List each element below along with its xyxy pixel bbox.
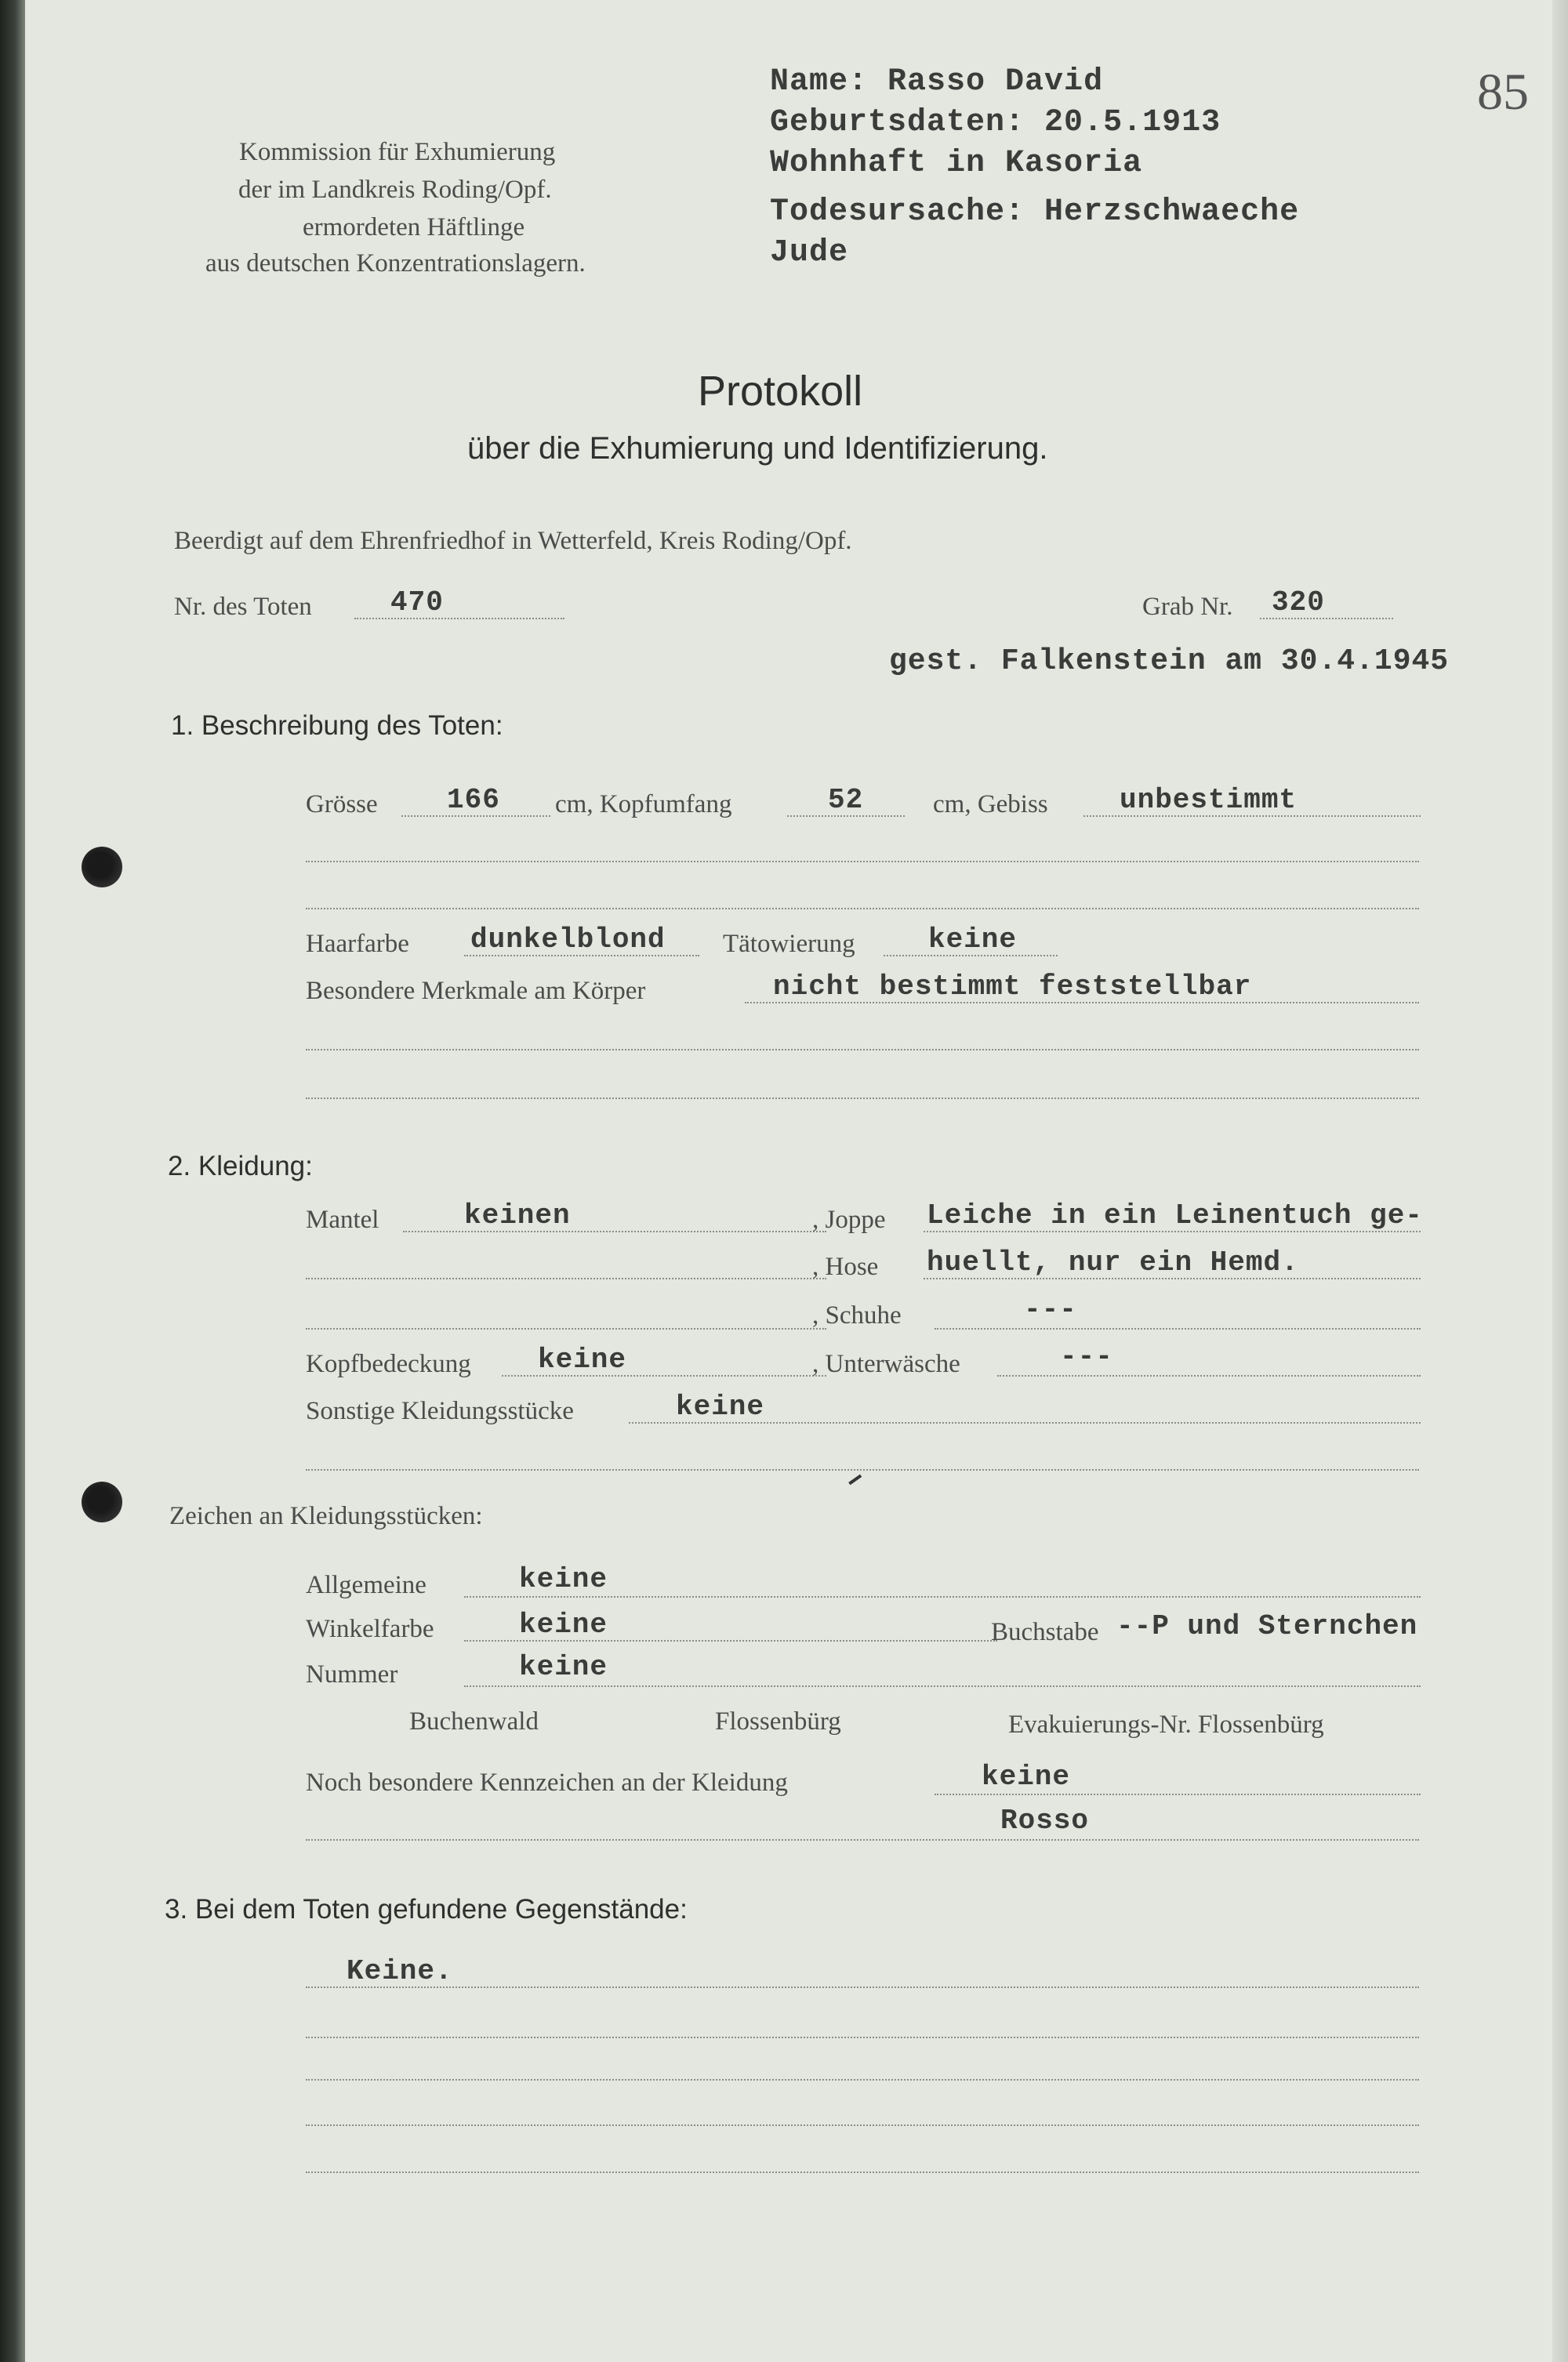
page-number: 85 — [1477, 63, 1529, 121]
document-page — [25, 0, 1568, 2362]
winkelfarbe-label: Winkelfarbe — [306, 1615, 434, 1643]
mantel-label: Mantel — [306, 1206, 379, 1234]
section-2-heading: 2. Kleidung: — [168, 1151, 313, 1181]
camp-flossenbuerg: Flossenbürg — [715, 1707, 841, 1736]
section-1-heading: 1. Beschreibung des Toten: — [171, 710, 503, 741]
taetowierung-value: keine — [928, 923, 1018, 956]
sonstige-value: keine — [676, 1391, 765, 1423]
dead-no-label: Nr. des Toten — [174, 593, 312, 621]
dead-no-value: 470 — [390, 586, 444, 619]
winkelfarbe-value: keine — [519, 1609, 608, 1641]
person-religion: Jude — [770, 235, 849, 270]
commission-line-4: aus deutschen Konzentrationslagern. — [205, 249, 586, 278]
commission-line-2: der im Landkreis Roding/Opf. — [238, 176, 552, 204]
grave-value: 320 — [1272, 586, 1325, 619]
kopfbedeckung-label: Kopfbedeckung — [306, 1350, 471, 1378]
person-residence: Wohnhaft in Kasoria — [770, 146, 1143, 181]
section-3-value: Keine. — [347, 1955, 453, 1987]
blank-line — [306, 861, 1419, 862]
document-subtitle: über die Exhumierung und Identifizierung. — [467, 431, 1048, 466]
allgemeine-line — [464, 1596, 1421, 1598]
schuhe-value: --- — [1024, 1293, 1077, 1326]
mantel-value: keinen — [464, 1199, 571, 1232]
person-name: Name: Rasso David — [770, 64, 1104, 100]
page-edge-left — [0, 0, 25, 2362]
blank-line — [306, 1986, 1419, 1988]
sonstige-label: Sonstige Kleidungsstücke — [306, 1397, 574, 1425]
groesse-label: Grösse — [306, 790, 378, 818]
dead-no-line — [354, 618, 564, 619]
blank-line — [306, 1469, 1419, 1471]
blank-line — [306, 1839, 1419, 1841]
schuhe-line — [935, 1328, 1421, 1330]
punch-hole — [82, 847, 122, 887]
noch-line — [935, 1794, 1421, 1795]
noch-value-1: keine — [982, 1761, 1071, 1793]
person-birth: Geburtsdaten: 20.5.1913 — [770, 105, 1221, 140]
page-edge-right — [1552, 0, 1568, 2362]
check-mark — [846, 1471, 862, 1486]
allgemeine-value: keine — [519, 1563, 608, 1595]
schuhe-label: , Schuhe — [812, 1301, 902, 1330]
person-cause: Todesursache: Herzschwaeche — [770, 194, 1300, 230]
buchstabe-value: --P und Sternchen — [1116, 1610, 1418, 1642]
hose-value: huellt, nur ein Hemd. — [927, 1246, 1299, 1279]
blank-line — [306, 1328, 826, 1330]
blank-line — [306, 2079, 1419, 2081]
joppe-value: Leiche in ein Leinentuch ge- — [927, 1199, 1423, 1232]
document-title: Protokoll — [698, 368, 863, 415]
commission-line-1: Kommission für Exhumierung — [239, 138, 556, 166]
noch-label: Noch besondere Kennzeichen an der Kleidung — [306, 1769, 788, 1797]
blank-line — [306, 1098, 1419, 1099]
blank-line — [306, 1049, 1419, 1050]
buchstabe-label: Buchstabe — [991, 1618, 1099, 1646]
gebiss-label: cm, Gebiss — [933, 790, 1048, 818]
hose-label: , Hose — [812, 1253, 879, 1281]
noch-value-2: Rosso — [1000, 1805, 1090, 1837]
zeichen-heading: Zeichen an Kleidungsstücken: — [169, 1502, 483, 1530]
commission-line-3: ermordeten Häftlinge — [303, 213, 525, 241]
section-3-heading: 3. Bei dem Toten gefundene Gegenstände: — [165, 1894, 688, 1925]
kopfbedeckung-value: keine — [538, 1344, 627, 1376]
groesse-value: 166 — [447, 784, 500, 816]
unterwaesche-line — [997, 1375, 1421, 1377]
nummer-label: Nummer — [306, 1660, 398, 1689]
taetowierung-label: Tätowierung — [723, 930, 855, 958]
burial-line: Beerdigt auf dem Ehrenfriedhof in Wetterfeld, Kreis Roding/Opf. — [174, 527, 852, 555]
grave-label: Grab Nr. — [1142, 593, 1233, 621]
haarfarbe-label: Haarfarbe — [306, 930, 409, 958]
allgemeine-label: Allgemeine — [306, 1571, 426, 1599]
merkmale-label: Besondere Merkmale am Körper — [306, 977, 646, 1005]
blank-line — [306, 1278, 826, 1279]
blank-line — [306, 2172, 1419, 2173]
nummer-value: keine — [519, 1651, 608, 1683]
merkmale-value: nicht bestimmt feststellbar — [773, 971, 1252, 1003]
kopfumfang-label: cm, Kopfumfang — [555, 790, 732, 818]
unterwaesche-value: --- — [1060, 1341, 1113, 1373]
punch-hole — [82, 1482, 122, 1522]
kopfumfang-value: 52 — [828, 784, 864, 816]
death-line: gest. Falkenstein am 30.4.1945 — [889, 644, 1450, 678]
blank-line — [306, 2124, 1419, 2126]
nummer-line — [464, 1685, 1421, 1687]
camp-buchenwald: Buchenwald — [409, 1707, 539, 1736]
unterwaesche-label: , Unterwäsche — [812, 1350, 960, 1378]
blank-line — [306, 2037, 1419, 2038]
camp-evakuierung: Evakuierungs-Nr. Flossenbürg — [1008, 1711, 1324, 1739]
gebiss-value: unbestimmt — [1120, 784, 1298, 816]
blank-line — [306, 908, 1419, 909]
joppe-label: , Joppe — [812, 1206, 886, 1234]
haarfarbe-value: dunkelblond — [470, 923, 666, 956]
